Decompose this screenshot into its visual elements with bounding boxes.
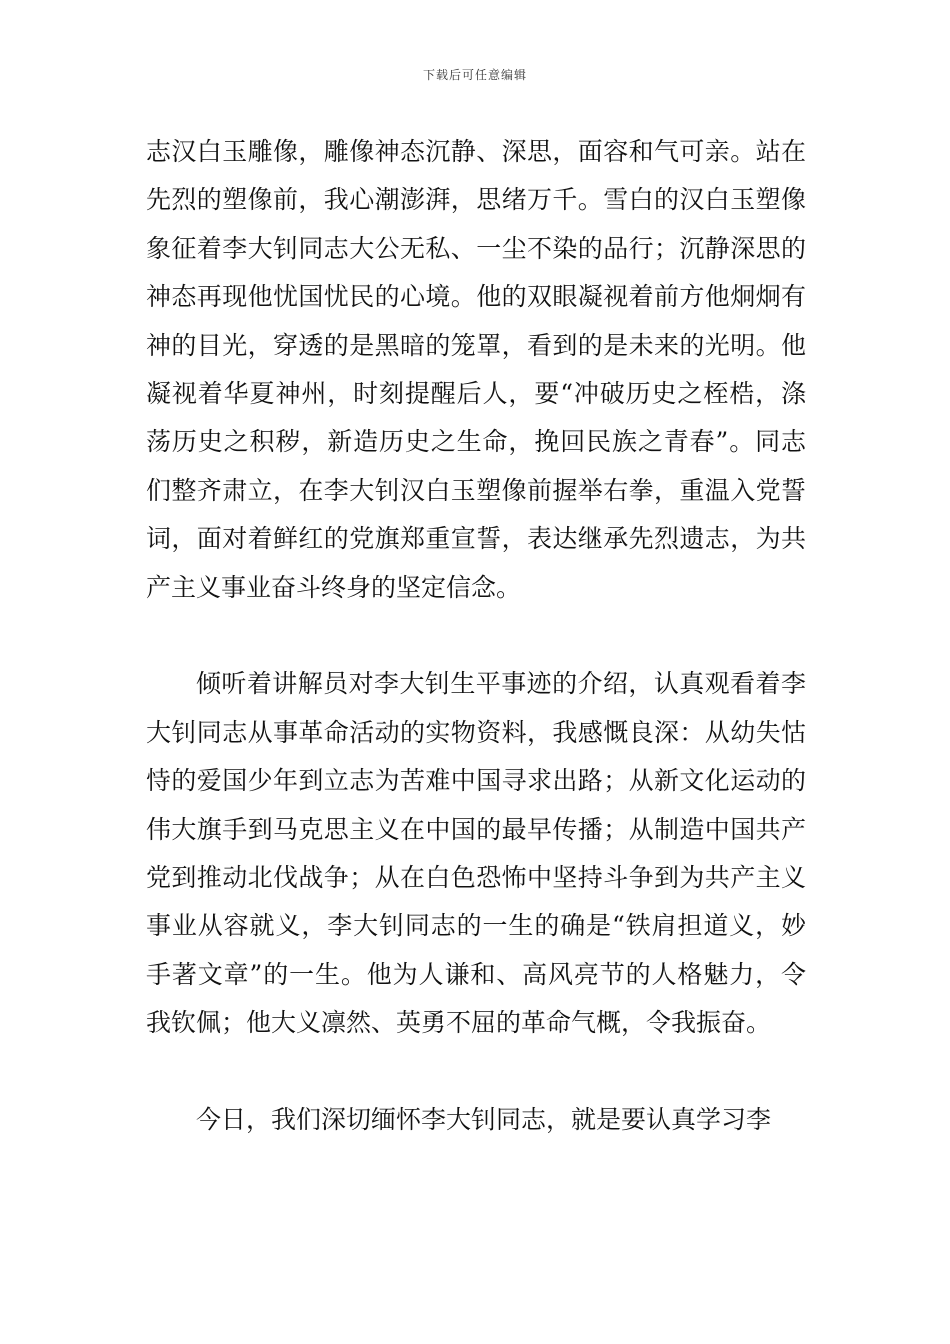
paragraph-1: 志汉白玉雕像，雕像神态沉静、深思，面容和气可亲。站在先烈的塑像前，我心潮澎湃，思绪万千。雪白的汉白玉塑像象征着李大钊同志大公无私、一尘不染的品行；沉静深思的神态再现他忧国忧民的心境。他的双眼凝视着前方他炯炯有神的目光，穿透的是黑暗的笼罩，看到的是未来的光明。他凝视着华夏神州，时刻提醒后人，要“冲破历史之桎梏，涤荡历史之积秽，新造历史之生命，挽回民族之青春”。同志们整齐肃立，在李大钊汉白玉塑像前握举右拳，重温入党誓词，面对着鲜红的党旗郑重宣誓，表达继承先烈遗志，为共产主义事业奋斗终身的坚定信念。 (146, 137, 806, 602)
document-body (146, 128, 806, 1145)
paragraph-3: 今日，我们深切缅怀李大钊同志，就是要认真学习李 (196, 1105, 772, 1135)
paragraph-2: 倾听着讲解员对李大钊生平事迹的介绍，认真观看着李大钊同志从事革命活动的实物资料，我感慨良深：从幼失怙恃的爱国少年到立志为苦难中国寻求出路；从新文化运动的伟大旗手到马克思主义在中国的最早传播；从制造中国共产党到推动北伐战争；从在白色恐怖中坚持斗争到为共产主义事业从容就义，李大钊同志的一生的确是“铁肩担道义，妙手著文章”的一生。他为人谦和、高风亮节的人格魅力，令我钦佩；他大义凛然、英勇不屈的革命气概，令我振奋。 (146, 669, 806, 1038)
header-note: 下载后可任意编辑 (422, 68, 527, 82)
